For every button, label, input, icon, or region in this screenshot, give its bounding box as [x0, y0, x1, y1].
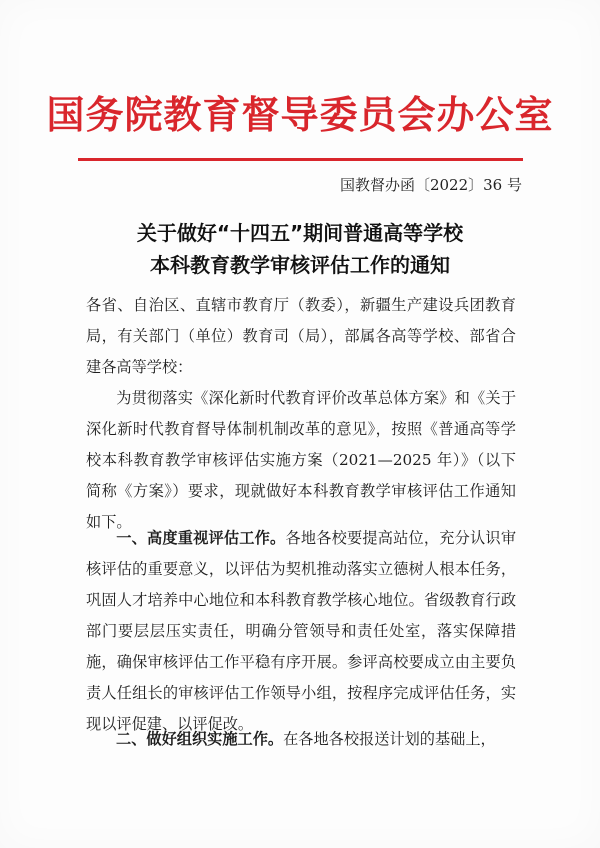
section-2-text: 在各地各校报送计划的基础上，: [283, 730, 496, 748]
section-1-heading: 一、高度重视评估工作。: [116, 529, 286, 547]
document-title-line-2: 本科教育教学审核评估工作的通知: [150, 253, 450, 277]
section-2-heading: 二、做好组织实施工作。: [116, 730, 284, 748]
document-number: 国教督办函〔2022〕36 号: [339, 176, 522, 194]
section-1-paragraph: [86, 523, 516, 740]
section-2-paragraph: [86, 724, 516, 755]
section-1-text: 各地各校要提高站位，充分认识审核评估的重要意义，以评估为契机推动落实立德树人根本任务，巩固人才培养中心地位和本科教育教学核心地位。省级教育行政部门要层层压实责任，明确分管领导和责任处室，落实保障措施，确保审核评估工作平稳有序开展。参评高校要成立由主要负责人任组长的审核评估工作领导小组，按程序完成评估任务，实现以评促建、以评促改。: [86, 529, 517, 733]
document-title-line-1: 关于做好“十四五”期间普通高等学校: [136, 221, 464, 245]
intro-paragraph: [86, 383, 516, 538]
intro-text: 为贯彻落实《深化新时代教育评价改革总体方案》和《关于深化新时代教育督导体制机制改革的意见》，按照《普通高等学校本科教育教学审核评估实施方案（2021—2025 年）》（以下简称《方案》）要求，现就做好本科教育教学审核评估工作通知如下。: [86, 389, 516, 531]
organization-header: 国务院教育督导委员会办公室: [46, 93, 554, 137]
addressee-paragraph: 各省、自治区、直辖市教育厅（教委），新疆生产建设兵团教育局，有关部门（单位）教育司（局），部属各高等学校、部省合建各高等学校：: [86, 296, 516, 376]
red-divider-line: [78, 158, 523, 161]
